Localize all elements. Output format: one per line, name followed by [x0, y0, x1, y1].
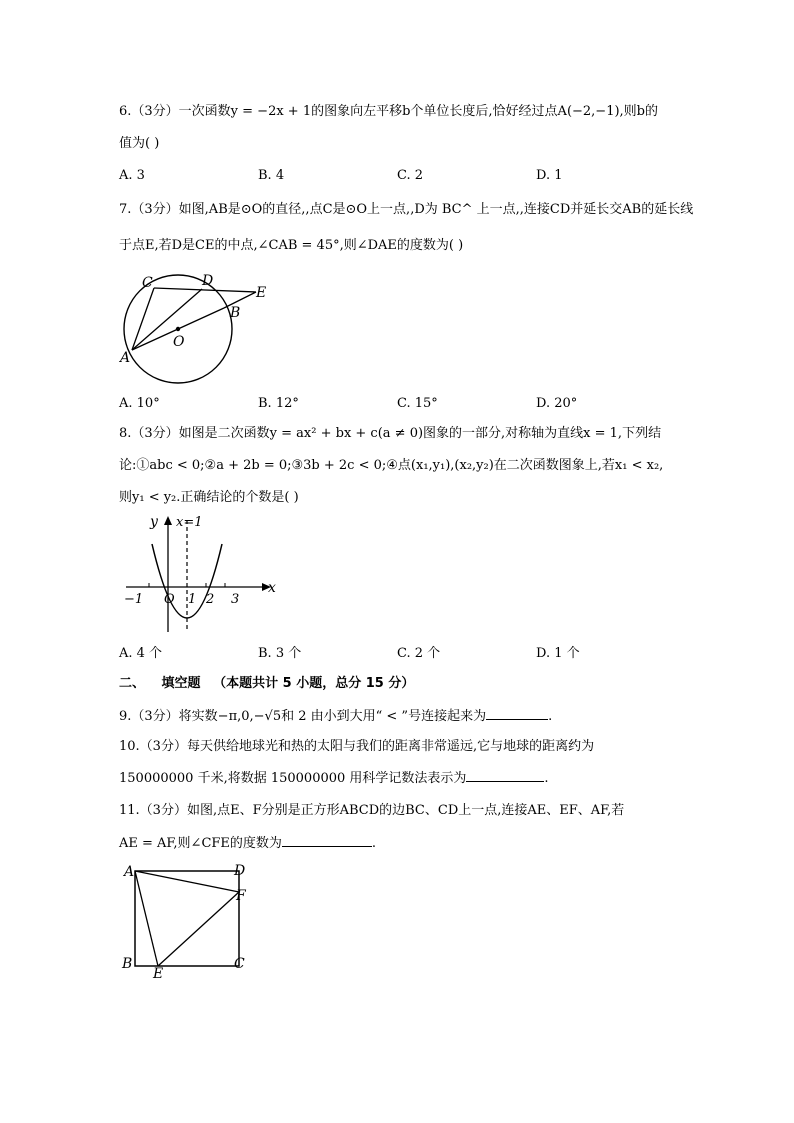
q9-line — [119, 707, 552, 726]
q8-label-y: y — [150, 514, 158, 530]
q8-parabola-figure — [118, 512, 283, 637]
q7-option-b: B. 12° — [258, 396, 299, 411]
q7-option-c: C. 15° — [397, 396, 438, 411]
q8-option-a: A. 4 个 — [119, 646, 163, 661]
q7-label-b: B — [230, 305, 241, 321]
q7-circle-figure — [118, 268, 278, 386]
q11-end: . — [371, 836, 377, 851]
q8-line3: 则y₁ < y₂.正确结论的个数是( ) — [119, 490, 299, 505]
q10-answer-blank[interactable] — [466, 769, 544, 782]
q11-label-b: B — [122, 956, 133, 972]
q10-line2 — [119, 769, 549, 788]
q11-label-d: D — [234, 863, 246, 879]
q11-answer-blank[interactable] — [282, 834, 372, 847]
q8-option-c: C. 2 个 — [397, 646, 441, 661]
q8-option-b: B. 3 个 — [258, 646, 302, 661]
q6-option-d: D. 1 — [536, 168, 563, 183]
q7-option-a: A. 10° — [119, 396, 160, 411]
q7-line2: 于点E,若D是CE的中点,∠CAB = 45°,则∠DAE的度数为( ) — [119, 238, 464, 253]
q8-line1: 8.（3分）如图是二次函数y = ax² + bx + c(a ≠ 0)图象的一部分,对称轴为直线x = 1,下列结 — [119, 426, 662, 441]
q10-line1: 10.（3分）每天供给地球光和热的太阳与我们的距离非常遥远,它与地球的距离约为 — [119, 739, 595, 754]
q10-text: 150000000 千米,将数据 150000000 用科学记数法表示为 — [119, 771, 467, 786]
q11-text: AE = AF,则∠CFE的度数为 — [119, 836, 282, 851]
q11-label-c: C — [234, 956, 245, 972]
q7-label-e: E — [256, 285, 267, 301]
q11-line2 — [119, 834, 376, 853]
q8-tick-neg1: −1 — [124, 592, 144, 607]
q8-tick-3: 3 — [231, 592, 240, 607]
q7-label-a: A — [120, 350, 131, 366]
q8-label-x: x — [268, 580, 276, 596]
q7-label-o: O — [173, 334, 185, 350]
section-2-title: 填空题 — [161, 676, 201, 691]
section-2-note: （本题共计 5 小题，总分 15 分） — [213, 676, 415, 691]
q8-tick-2: 2 — [206, 592, 215, 607]
q9-answer-blank[interactable] — [486, 707, 548, 720]
q8-label-o: O — [164, 592, 175, 607]
q8-tick-1: 1 — [188, 592, 197, 607]
q7-label-c: C — [142, 275, 153, 291]
q11-label-f: F — [236, 888, 246, 904]
q10-end: . — [544, 771, 549, 786]
q11-square-figure — [118, 860, 253, 980]
q11-line1: 11.（3分）如图,点E、F分别是正方形ABCD的边BC、CD上一点,连接AE、EF、AF,若 — [119, 803, 625, 818]
q8-label-axis: x=1 — [176, 515, 203, 530]
q8-option-d: D. 1 个 — [536, 646, 580, 661]
q9-text: 9.（3分）将实数−π,0,−√5和 2 由小到大用“ < ”号连接起来为 — [119, 709, 487, 724]
q6-line1: 6.（3分）一次函数y = −2x + 1的图象向左平移b个单位长度后,恰好经过点A(−2,−1),则b的 — [119, 104, 658, 119]
q11-label-a: A — [124, 864, 135, 880]
q6-line2: 值为( ) — [119, 136, 160, 151]
q6-option-b: B. 4 — [258, 168, 285, 183]
q6-option-c: C. 2 — [397, 168, 424, 183]
q7-option-d: D. 20° — [536, 396, 578, 411]
q6-option-a: A. 3 — [119, 168, 145, 183]
q7-label-d: D — [202, 273, 214, 289]
section-2-heading — [119, 675, 414, 693]
q9-end: . — [548, 709, 553, 724]
q11-label-e: E — [153, 966, 164, 980]
section-2-number: 二、 — [119, 676, 146, 691]
q8-line2: 论:①abc < 0;②a + 2b = 0;③3b + 2c < 0;④点(x₁,y₁),(x₂,y₂)在二次函数图象上,若x₁ < x₂, — [119, 458, 664, 473]
q7-line1: 7.（3分）如图,AB是⊙O的直径,,点C是⊙O上一点,,D为 BC^ 上一点,,连接CD并延长交AB的延长线 — [119, 202, 694, 217]
